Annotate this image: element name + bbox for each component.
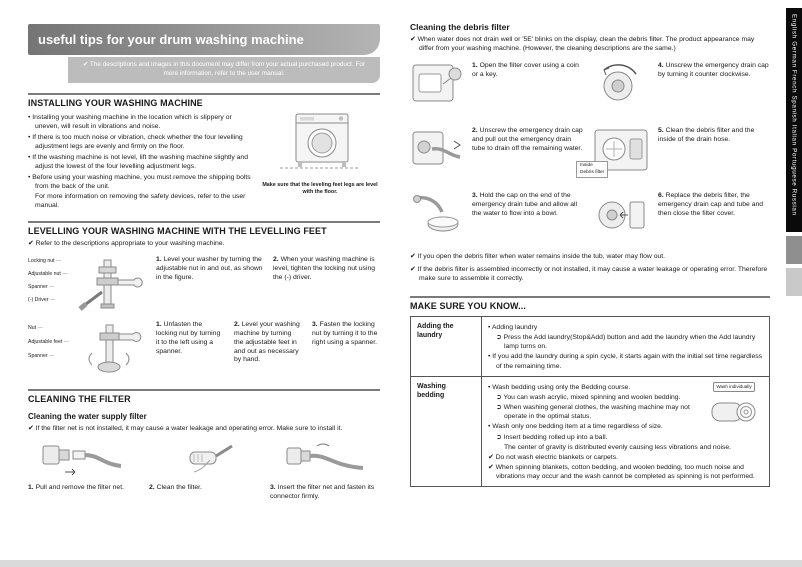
table-line: The center of gravity is distributed evenly causing less vibrations and noise.	[504, 443, 732, 451]
step-body: Hold the cap on the end of the emergency drain tube and allow all the water to flow into a bowl.	[472, 191, 578, 217]
adjustable-nut-diagram-icon	[74, 258, 146, 312]
check-note: ✔ If the filter net is not installed, it may cause a water leakage and operating error. Make sure to install it.	[28, 424, 343, 432]
open-filter-cover-image	[410, 62, 464, 113]
step-number: 2.	[273, 255, 279, 263]
table-row	[411, 376, 770, 487]
check-note: ✔ When water does not drain well or '5E' blinks on the display, clean the debris filter. The product appearance may differ from your washing machine. (However, the cleaning descriptions are the same.)	[410, 36, 755, 52]
filter-step-column	[28, 440, 136, 502]
note-text: For more information on removing the safety devices, refer to the user manual.	[35, 192, 246, 209]
banner-note: ✔ The descriptions and images in this document may differ from your actual purchased product. For more information, refer to the user manual.	[68, 57, 380, 83]
remove-filter-net-icon	[39, 440, 125, 480]
step-body: Unscrew the emergency drain cap and pull out the emergency drain tube to drain off the remaining water.	[472, 126, 583, 152]
step-text	[658, 62, 770, 113]
row-label-washing-bedding: Washing bedding	[411, 376, 482, 487]
row-content-washing-bedding	[482, 376, 770, 487]
pull-drain-tube-image	[410, 127, 464, 178]
table-line: ➲ You can wash acrylic, mixed spinning and woolen bedding.	[496, 393, 681, 401]
filter-step-column	[270, 440, 378, 502]
step-body: Replace the debris filter, the emergency drain cap and tube and then close the filter cover.	[658, 191, 764, 217]
language-strip	[786, 8, 802, 232]
replace-filter-icon	[592, 192, 650, 238]
step-text	[28, 484, 136, 493]
table-line: ➲ Insert bedding rolled up into a ball.	[496, 433, 608, 441]
step-number: 3.	[312, 320, 318, 328]
diagram-label: Spanner —	[28, 353, 54, 359]
step-body: Level your washer by turning the adjustable nut in and out, as shown in the figure.	[156, 255, 263, 281]
diagram-label: Adjustable feet —	[28, 339, 69, 345]
section-heading-levelling: LEVELLING YOUR WASHING MACHINE WITH THE LEVELLING FEET	[28, 221, 380, 236]
levelling-diagram-2	[28, 321, 146, 379]
section-heading-make-sure: MAKE SURE YOU KNOW...	[410, 296, 770, 311]
diagram-label: Locking nut —	[28, 258, 61, 264]
table-line: ✔ When spinning blankets, cotton bedding, and woolen bedding, too much noise and vibrations may occur and the wash cannot be completed as spinning is not performed.	[488, 464, 755, 481]
subheading-debris-filter: Cleaning the debris filter	[410, 22, 510, 32]
step-body: Open the filter cover using a coin or a key.	[472, 61, 579, 78]
unscrew-drain-cap-image	[592, 62, 650, 113]
step-body: Clean the debris filter and the inside of the drain hose.	[658, 126, 755, 143]
step-text	[472, 127, 584, 178]
step-text	[273, 256, 380, 283]
make-sure-you-know-table	[410, 316, 770, 488]
step-number: 1.	[156, 255, 162, 263]
figure-caption: Make sure that the leveling feet legs are level with the floor.	[262, 181, 378, 195]
table-line: ✔ Do not wash electric blankets or carpets.	[488, 453, 618, 461]
washing-machine-illustration	[260, 112, 380, 211]
step-number: 1.	[472, 61, 478, 69]
table-row	[411, 316, 770, 376]
levelling-diagram-1	[28, 256, 146, 314]
filter-cover-coin-icon	[410, 62, 464, 106]
step-text	[234, 321, 302, 366]
table-line: • Wash only one bedding item at a time regardless of size.	[488, 423, 663, 431]
replace-filter-image	[592, 192, 650, 243]
bullet-item: • Installing your washing machine in the location which is slippery or uneven, will result in vibrations and noise.	[28, 113, 232, 130]
wash-individually-tag: Wash individually	[713, 382, 754, 392]
step-text	[658, 192, 770, 243]
step-text	[658, 127, 770, 178]
step-text	[312, 321, 380, 348]
step-body: Pull and remove the filter net.	[35, 483, 124, 491]
debris-filter-inside-image	[580, 127, 650, 178]
step-number: 2.	[234, 320, 240, 328]
bullet-item: • If there is too much noise or vibration, check whether the four levelling adjustment legs are evenly and firmly on the floor.	[28, 133, 243, 150]
levelling-method-2	[28, 321, 380, 379]
step-number: 3.	[270, 483, 276, 491]
language-list: English German French Spanish Italian Portuguese Russian	[790, 14, 798, 216]
adjustable-feet-diagram-icon	[74, 323, 146, 377]
page-bottom-edge	[0, 560, 802, 567]
diagram-label: (-) Driver —	[28, 297, 55, 303]
step-body: Level your washing machine by turning the adjustable feet in and out as necessary by hand.	[234, 320, 300, 364]
drain-cap-counterclockwise-icon	[592, 62, 650, 108]
section-heading-cleaning-filter: CLEANING THE FILTER	[28, 389, 380, 404]
step-text	[270, 484, 378, 502]
bedding-roll-icon	[708, 393, 760, 427]
step-number: 2.	[149, 483, 155, 491]
table-line: • Wash bedding using only the Bedding course.	[488, 383, 631, 391]
bedding-roll-illustration	[705, 382, 763, 430]
step-body: Fasten the locking nut by turning it to the right using a spanner.	[312, 320, 378, 346]
language-tab	[786, 236, 802, 264]
step-text	[472, 192, 584, 243]
check-note: ✔ Refer to the descriptions appropriate to your washing machine.	[28, 239, 225, 247]
subheading-water-supply-filter: Cleaning the water supply filter	[28, 411, 147, 421]
insert-filter-net-icon	[281, 440, 367, 480]
step-number: 5.	[658, 126, 664, 134]
bullet-item: • Before using your washing machine, you must remove the shipping bolts from the back of the unit.	[28, 173, 251, 190]
step-body: Unfasten the locking nut by turning it to the left using a spanner.	[156, 320, 221, 355]
step-number: 3.	[472, 191, 478, 199]
drain-tube-pull-icon	[410, 127, 464, 171]
step-number: 6.	[658, 191, 664, 199]
step-body: When your washing machine is level, tighten the locking nut using the (-) driver.	[273, 255, 376, 281]
step-number: 1.	[28, 483, 34, 491]
installing-content	[28, 112, 380, 211]
table-line: ➲ Press the Add laundry(Stop&Add) button and add the laundry when the Add laundry lamp turns on.	[496, 334, 756, 351]
check-note: ✔ If you open the debris filter when water remains inside the tub, water may flow out.	[410, 252, 666, 260]
step-body: Insert the filter net and fasten its connector firmly.	[270, 483, 375, 500]
step-number: 2.	[472, 126, 478, 134]
step-text	[149, 484, 257, 493]
step-text	[156, 321, 224, 357]
table-line: • Adding laundry	[488, 323, 538, 331]
diagram-label: Nut —	[28, 325, 43, 331]
step-text	[472, 62, 584, 113]
step-body: Clean the filter.	[156, 483, 202, 491]
step-body: Unscrew the emergency drain cap by turning it counter clockwise.	[658, 61, 769, 78]
levelling-method-1	[28, 256, 380, 314]
diagram-label: Adjustable nut —	[28, 271, 68, 277]
tube-bowl-icon	[410, 192, 464, 236]
water-filter-steps	[28, 440, 380, 502]
left-column	[28, 24, 380, 502]
row-label-adding-laundry: Adding the laundry	[411, 316, 482, 376]
clean-filter-icon	[160, 440, 246, 480]
section-heading-installing: INSTALLING YOUR WASHING MACHINE	[28, 93, 380, 108]
right-column	[410, 22, 770, 487]
table-line: • If you add the laundry during a spin cycle, it starts again with the initial set time regardless of the remaining time.	[488, 353, 763, 370]
page-title-banner	[28, 24, 380, 55]
diagram-label: Spanner —	[28, 284, 54, 290]
check-note: ✔ If the debris filter is assembled incorrectly or not installed, it may cause a water leakage or operating error. Therefore make sure to assemble it correctly.	[410, 265, 768, 282]
row-content-adding-laundry	[482, 316, 770, 376]
step-number: 1.	[156, 320, 162, 328]
washing-machine-icon	[278, 112, 362, 174]
step-number: 4.	[658, 61, 664, 69]
inside-label: Inside	[580, 163, 593, 169]
bullet-item: • If the washing machine is not level, lift the washing machine slightly and adjust the lowest of the four levelling adjustment legs.	[28, 153, 248, 170]
table-line: ➲ When washing general clothes, the washing machine may not operate in the optimal status.	[496, 404, 690, 421]
page-title: useful tips for your drum washing machine	[38, 32, 304, 47]
drain-into-bowl-image	[410, 192, 464, 243]
debris-filter-steps	[410, 62, 770, 243]
language-tab	[786, 268, 802, 296]
debris-filter-label: Debris filter	[580, 169, 605, 175]
inside-debris-filter-label	[576, 161, 608, 177]
filter-step-column	[149, 440, 257, 502]
step-text	[156, 256, 263, 283]
